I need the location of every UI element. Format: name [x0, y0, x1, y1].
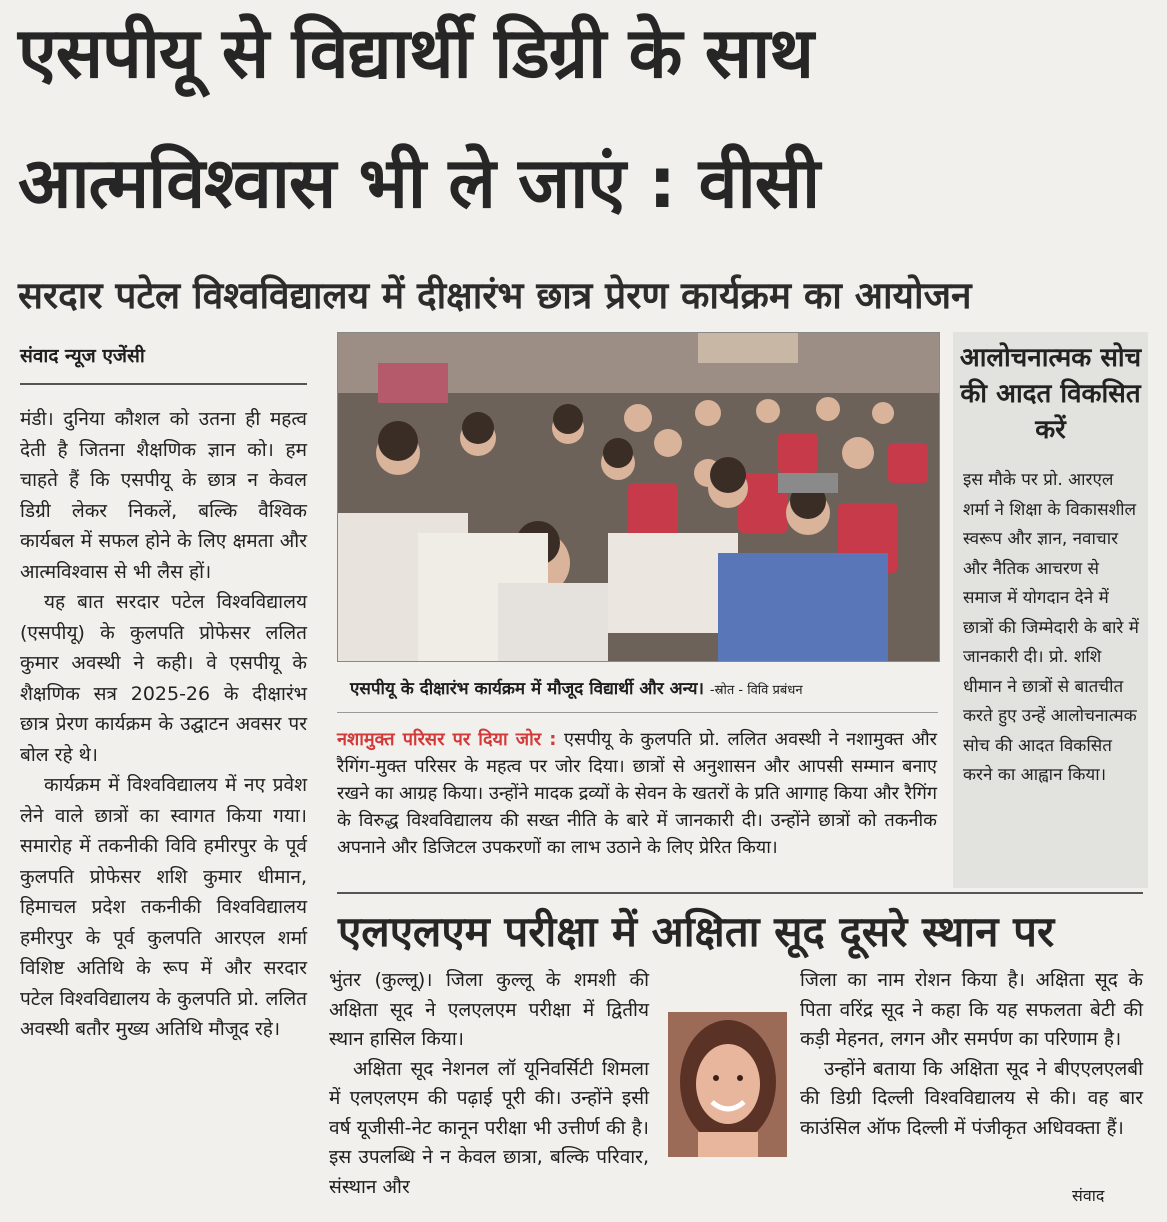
divider	[337, 892, 1143, 894]
second-story-column-left	[329, 966, 649, 1202]
audience-photo-illustration	[338, 333, 939, 661]
event-photo	[337, 332, 940, 662]
second-story-p1: भुंतर (कुल्लू)। जिला कुल्लू के शमशी की अक्षिता सूद ने एलएलएम परीक्षा में द्वितीय स्थान हासिल किया।	[329, 969, 649, 1050]
nasha-section	[337, 726, 937, 861]
sidebar-body: इस मौके पर प्रो. आरएल शर्मा ने शिक्षा के विकासशील स्वरूप और ज्ञान, नवाचार और नैतिक आचरण से समाज में योगदान देने में छात्रों की जिम्मेदारी के बारे में जानकारी दी। प्रो. शशि धीमान ने छात्रों से बातचीत करते हुए उन्हें आलोचनात्मक सोच की आदत विकसित करने का आह्वान किया।	[963, 470, 1139, 785]
photo-caption	[350, 676, 940, 699]
agency-byline: संवाद न्यूज एजेंसी	[20, 345, 145, 367]
nasha-lead: नशामुक्त परिसर पर दिया जोर :	[337, 729, 557, 750]
second-story-p4: उन्होंने बताया कि अक्षिता सूद ने बीएएलएलबी की डिग्री दिल्ली विश्वविद्यालय से की। वह बार काउंसिल ऑफ दिल्ली में पंजीकृत अधिवक्ता हैं।	[800, 1057, 1143, 1139]
sidebar-box	[953, 332, 1148, 888]
main-story-para3: कार्यक्रम में विश्वविद्यालय में नए प्रवेश लेने वाले छात्रों का स्वागत किया गया। समारोह में तकनीकी विवि हमीरपुर के पूर्व कुलपति प्रोफेसर शशि कुमार धीमान, हिमाचल प्रदेश तकनीकी विश्वविद्यालय हमीरपुर के पूर्व कुलपति आरएल शर्मा विशिष्ट अतिथि के रूप में और सरदार पटेल विश्वविद्यालय के कुलपति प्रो. ललित अवस्थी बतौर मुख्य अतिथि मौजूद रहे।	[20, 774, 307, 1040]
second-story-byline: संवाद	[1072, 1186, 1105, 1205]
divider	[337, 712, 938, 713]
divider	[20, 383, 307, 385]
second-story-p2: अक्षिता सूद नेशनल लॉ यूनिवर्सिटी शिमला में एलएलएम की पढ़ाई पूरी की। उन्होंने इसी वर्ष यूजीसी-नेट कानून परीक्षा भी उत्तीर्ण की है। इस उपलब्धि ने न केवल छात्रा, बल्कि परिवार, संस्थान और	[329, 1057, 650, 1198]
photo-source: -स्रोत - विवि प्रबंधन	[709, 683, 803, 698]
nasha-body: एसपीयू के कुलपति प्रो. ललित अवस्थी ने नशामुक्त और रैगिंग-मुक्त परिसर के महत्व पर जोर दिया। छात्रों से अनुशासन और आपसी सम्मान बनाए रखने का आग्रह किया। उन्होंने मादक द्रव्यों के सेवन के खतरों के प्रति आगाह किया और रैगिंग के विरुद्ध विश्वविद्यालय की सख्त नीति के बारे में जानकारी दी। उन्होंने छात्रों को तकनीक अपनाने और डिजिटल उपकरणों का लाभ उठाने के लिए प्रेरित किया।	[337, 729, 937, 858]
second-story-headline: एलएलएम परीक्षा में अक्षिता सूद दूसरे स्थान पर	[338, 907, 1055, 956]
main-story-para2: यह बात सरदार पटेल विश्वविद्यालय (एसपीयू) के कुलपति प्रोफेसर ललित कुमार अवस्थी ने कही। वे एसपीयू के शैक्षणिक सत्र 2025-26 के दीक्षारंभ छात्र प्रेरण कार्यक्रम के उद्घाटन अवसर पर बोल रहे थे।	[20, 591, 307, 766]
headline-line2: आत्मविश्वास भी ले जाएं : वीसी	[18, 142, 820, 224]
subheadline: सरदार पटेल विश्वविद्यालय में दीक्षारंभ छात्र प्रेरण कार्यक्रम का आयोजन	[18, 274, 972, 317]
main-story-column	[20, 404, 307, 1045]
photo-caption-text: एसपीयू के दीक्षारंभ कार्यक्रम में मौजूद विद्यार्थी और अन्य।	[350, 679, 704, 699]
sidebar-title: आलोचनात्मक सोच की आदत विकसित करें	[959, 343, 1142, 445]
second-story-p3: जिला का नाम रोशन किया है। अक्षिता सूद के पिता वरिंद्र सूद ने कहा कि यह सफलता बेटी की कड़ी मेहनत, लगन और समर्पण का परिणाम है।	[800, 969, 1143, 1050]
second-story-column-right	[748, 966, 1143, 1143]
headline-line1: एसपीयू से विद्यार्थी डिग्री के साथ	[18, 12, 813, 94]
main-story-para1: मंडी। दुनिया कौशल को उतना ही महत्व देती है जितना शैक्षणिक ज्ञान को। हम चाहते हैं कि एसपीयू के छात्र न केवल डिग्री लेकर निकलें, बल्कि वैश्विक कार्यबल में सफल होने के लिए क्षमता और आत्मविश्वास से भी लैस हों।	[20, 408, 307, 583]
